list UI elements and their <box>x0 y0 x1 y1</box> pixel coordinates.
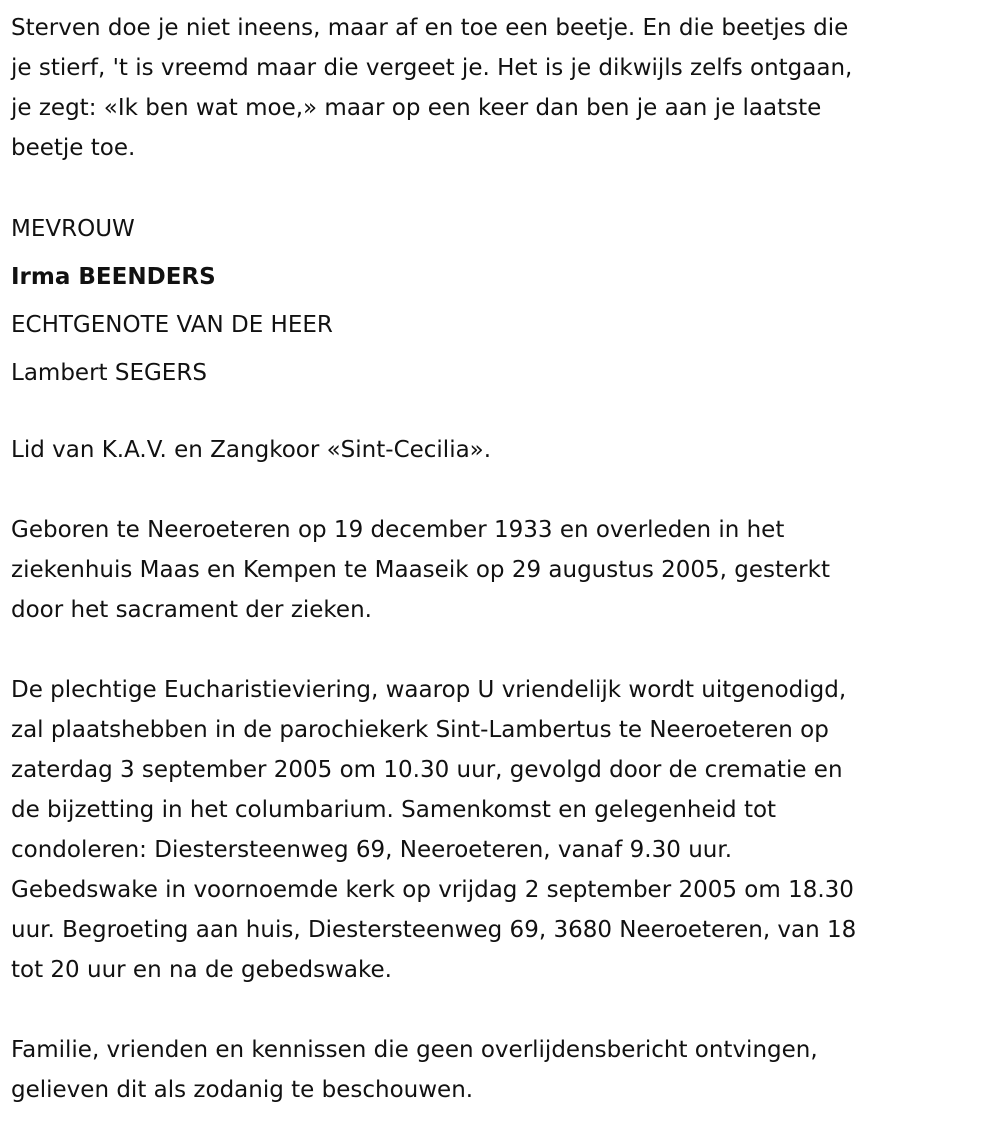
text-line: door het sacrament der zieken. <box>11 597 372 623</box>
text-line: je zegt: «Ik ben wat moe,» maar op een keer dan ben je aan je laatste <box>11 95 822 121</box>
text-line: De plechtige Eucharistieviering, waarop U vriendelijk wordt uitgenodigd, <box>11 677 847 703</box>
text-line: Gebedswake in voornoemde kerk op vrijdag 2 september 2005 om 18.30 <box>11 877 854 903</box>
text-line: Familie, vrienden en kennissen die geen overlijdensbericht ontvingen, <box>11 1037 818 1063</box>
closing-paragraph <box>11 1030 1000 1110</box>
text-line: gelieven dit als zodanig te beschouwen. <box>11 1077 474 1103</box>
text-line: zaterdag 3 september 2005 om 10.30 uur, gevolgd door de crematie en <box>11 757 843 783</box>
ceremony-paragraph <box>11 670 1000 990</box>
text-line: condoleren: Diestersteenweg 69, Neeroeteren, vanaf 9.30 uur. <box>11 837 733 863</box>
text-line: Sterven doe je niet ineens, maar af en toe een beetje. En die beetjes die <box>11 15 849 41</box>
honorific: MEVROUW <box>11 216 135 242</box>
spouse-name: Lambert SEGERS <box>11 360 207 386</box>
text-line: beetje toe. <box>11 135 136 161</box>
text-line: zal plaatshebben in de parochiekerk Sint-Lambertus te Neeroeteren op <box>11 717 829 743</box>
text-line: ziekenhuis Maas en Kempen te Maaseik op 29 augustus 2005, gesterkt <box>11 557 830 583</box>
text-line: Lid van K.A.V. en Zangkoor «Sint-Cecilia». <box>11 437 492 463</box>
text-line: Geboren te Neeroeteren op 19 december 1933 en overleden in het <box>11 517 785 543</box>
text-line: je stierf, 't is vreemd maar die vergeet je. Het is je dikwijls zelfs ontgaan, <box>11 55 853 81</box>
deceased-block <box>11 205 1000 397</box>
membership-paragraph <box>11 430 1000 470</box>
poem-paragraph <box>11 8 1000 168</box>
relation: ECHTGENOTE VAN DE HEER <box>11 312 333 338</box>
birth-death-paragraph <box>11 510 1000 630</box>
text-line: uur. Begroeting aan huis, Diestersteenweg 69, 3680 Neeroeteren, van 18 <box>11 917 857 943</box>
deceased-name: Irma BEENDERS <box>11 264 216 290</box>
text-line: de bijzetting in het columbarium. Samenkomst en gelegenheid tot <box>11 797 777 823</box>
text-line: tot 20 uur en na de gebedswake. <box>11 957 392 983</box>
